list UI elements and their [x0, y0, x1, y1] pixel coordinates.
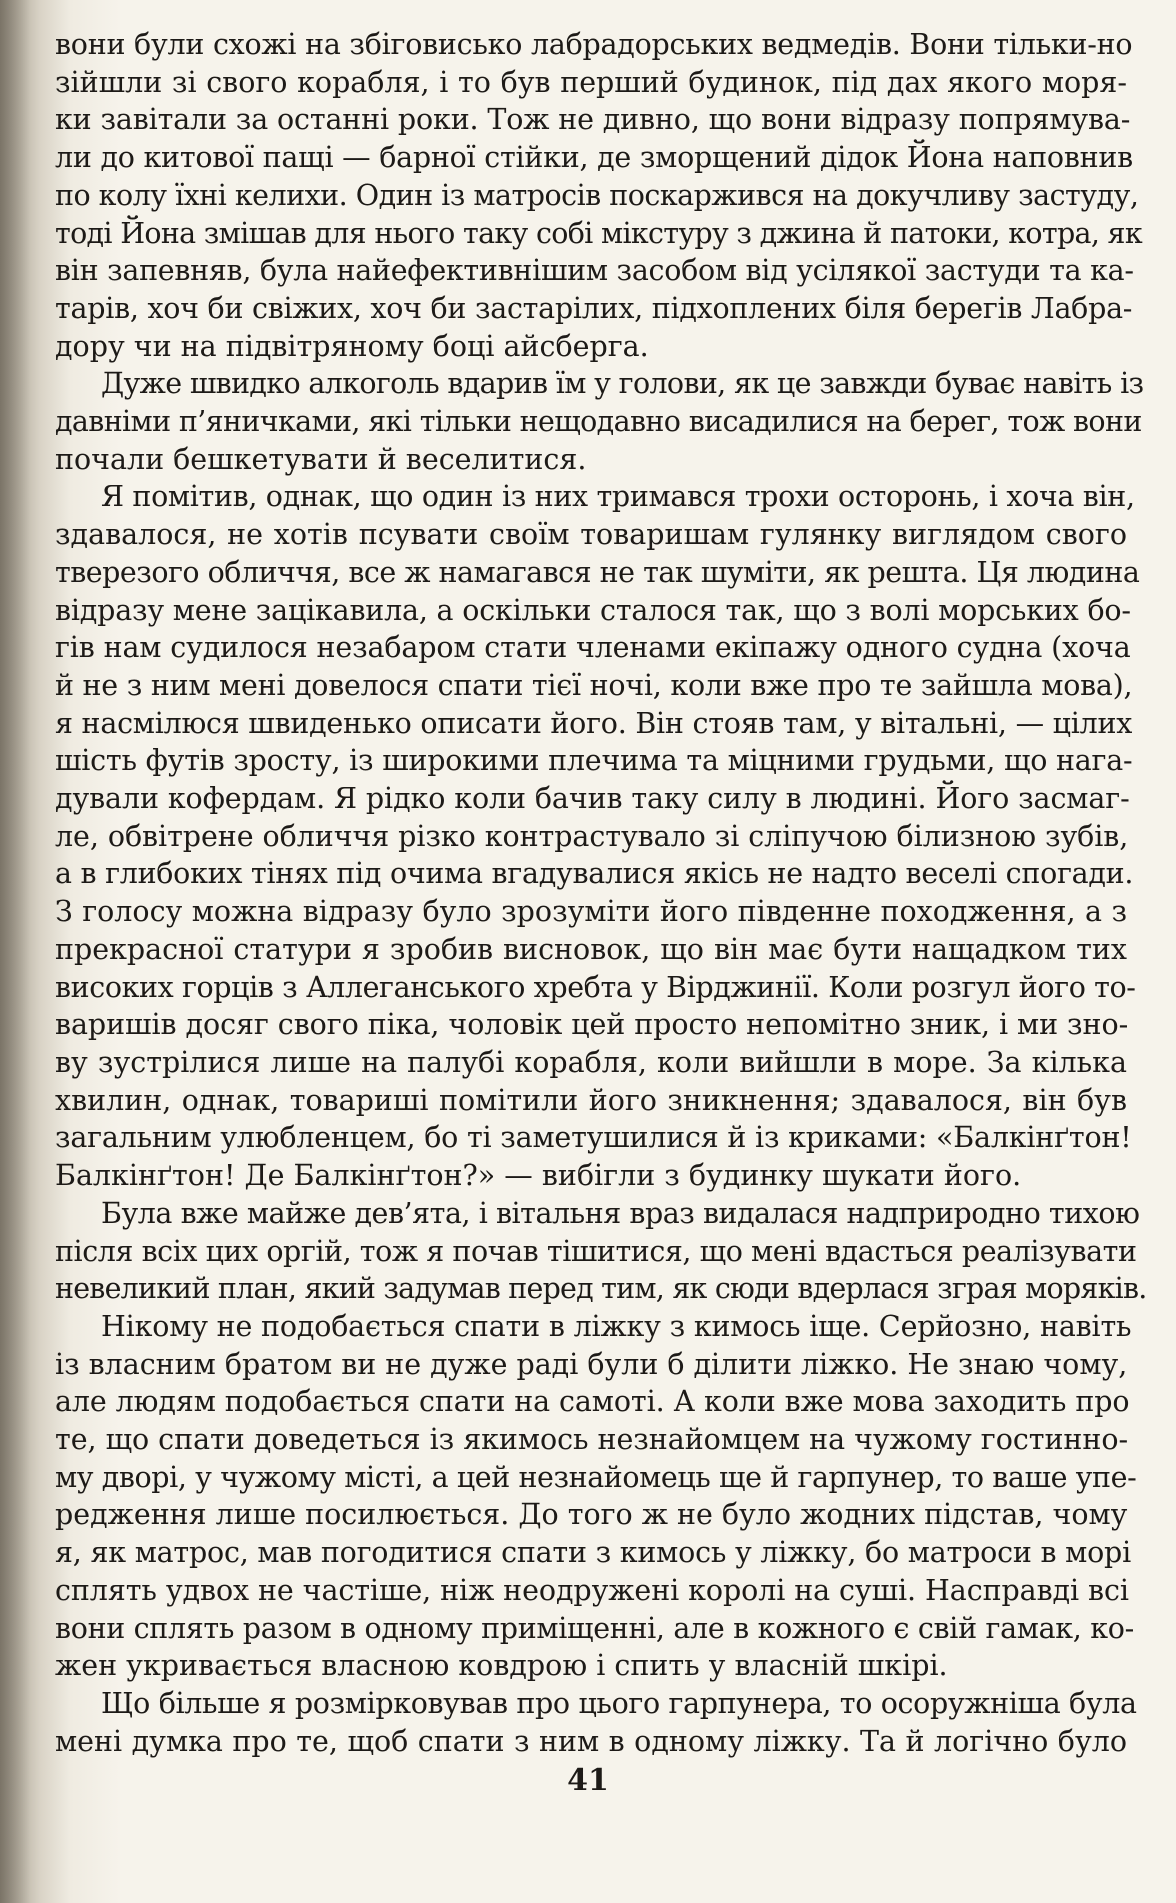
text-line: сплять удвох не частіше, ніж неодружені королі на суші. Насправді всі	[55, 1573, 1129, 1607]
text-line: ли до китової пащі — барної стійки, де зморщений дідок Йона наповнив	[55, 141, 1133, 175]
text-line: а в глибоких тінях під очима вгадувалися якісь не надто веселі спогади.	[55, 857, 1134, 891]
paragraph	[55, 1685, 1137, 1760]
paragraph	[55, 365, 1144, 478]
text-line: дували кофердам. Я рідко коли бачив таку силу в людині. Його засмаг-	[55, 782, 1130, 816]
text-line: давніми п’яничками, які тільки нещодавно висадилися на берег, тож вони	[55, 405, 1142, 439]
body-text	[55, 26, 1147, 1760]
text-line: хвилин, однак, товариші помітили його зникнення; здавалося, він був	[55, 1083, 1127, 1117]
text-line: Балкінґтон! Де Балкінґтон?» — вибігли з будинку шукати його.	[55, 1159, 1022, 1193]
text-line: вони сплять разом в одному приміщенні, але в кожного є свій гамак, ко-	[55, 1611, 1134, 1645]
text-line: й не з ним мені довелося спати тієї ночі, коли вже про те зайшла мова),	[55, 668, 1133, 702]
text-line: високих горців з Аллеганського хребта у Вірджинії. Коли розгул його то-	[55, 970, 1136, 1004]
text-line: Дуже швидко алкоголь вдарив їм у голови, як це завжди буває навіть із	[101, 367, 1144, 401]
text-line: здавалося, не хотів псувати своїм товаришам гулянку виглядом свого	[55, 518, 1127, 552]
text-line: ле, обвітрене обличчя різко контрастувало зі сліпучою білизною зубів,	[55, 819, 1129, 853]
text-line: ву зустрілися лише на палубі корабля, коли вийшли в море. За кілька	[55, 1045, 1127, 1079]
text-line: я, як матрос, мав погодитися спати з кимось у ліжку, бо матроси в морі	[55, 1536, 1131, 1570]
text-line: прекрасної статури я зробив висновок, що він має бути нащадком тих	[55, 932, 1127, 966]
text-line: я насмілюся швиденько описати його. Він стояв там, у вітальні, — цілих	[55, 706, 1133, 740]
text-line: після всіх цих оргій, тож я почав тішитися, що мені вдасться реалізувати	[55, 1234, 1137, 1268]
gutter-shadow	[0, 0, 30, 1903]
text-line: вони були схожі на збіговисько лабрадорських ведмедів. Вони тільки-но	[55, 28, 1133, 61]
text-line: гів нам судилося незабаром стати членами екіпажу одного судна (хоча	[55, 631, 1131, 665]
text-line: тоді Йона змішав для нього таку собі мікстуру з джина й патоки, котра, як	[55, 216, 1142, 250]
text-line: Я помітив, однак, що один із них тримався трохи осторонь, і хоча він,	[101, 480, 1135, 514]
paragraph	[55, 478, 1140, 1194]
text-line: він запевняв, була найефективнішим засобом від усілякої застуди та ка-	[55, 254, 1134, 288]
text-line: мені думка про те, щоб спати з ним в одному ліжку. Та й логічно було	[55, 1724, 1127, 1758]
text-line: зійшли зі свого корабля, і то був перший будинок, під дах якого моря-	[55, 65, 1127, 99]
paragraph	[55, 1308, 1137, 1685]
text-line: але людям подобається спати на самоті. А коли вже мова заходить про	[55, 1385, 1130, 1419]
text-line: дору чи на підвітряному боці айсберга.	[55, 329, 649, 363]
text-line: по колу їхні келихи. Один із матросів поскаржився на докучливу застуду,	[55, 178, 1139, 212]
text-line: Нікому не подобається спати в ліжку з кимось іще. Серйозно, навіть	[101, 1309, 1132, 1343]
text-line: загальним улюбленцем, бо ті заметушилися й із криками: «Балкінґтон!	[55, 1121, 1132, 1155]
text-line: відразу мене зацікавила, а оскільки сталося так, що з волі морських бо-	[55, 593, 1131, 627]
text-line: З голосу можна відразу було зрозуміти його південне походження, а з	[55, 895, 1127, 929]
paragraph	[55, 1195, 1147, 1308]
text-line: Що більше я розмірковував про цього гарпунера, то осоружніша була	[101, 1686, 1137, 1720]
text-line: шість футів зросту, із широкими плечима та міцними грудьми, що нага-	[55, 744, 1133, 778]
page-number: 41	[567, 1763, 609, 1798]
text-line: те, що спати доведеться із якимось незнайомцем на чужому гостинно-	[55, 1423, 1129, 1457]
text-line: невеликий план, який задумав перед тим, як сюди вдерлася зграя моряків.	[55, 1272, 1147, 1306]
text-line: тверезого обличчя, все ж намагався не так шуміти, як решта. Ця людина	[55, 555, 1140, 589]
text-line: почали бешкетувати й веселитися.	[55, 442, 587, 476]
text-line: му дворі, у чужому місті, а цей незнайомець ще й гарпунер, то ваше упе-	[55, 1460, 1137, 1494]
text-line: Була вже майже дев’ята, і вітальня враз видалася надприродно тихою	[101, 1196, 1140, 1230]
text-line: тарів, хоч би свіжих, хоч би застарілих, підхоплених біля берегів Лабра-	[55, 291, 1133, 325]
text-line: жен укривається власною ковдрою і спить у власній шкірі.	[55, 1649, 948, 1683]
text-line: редження лише посилюється. До того ж не було жодних підстав, чому	[55, 1498, 1128, 1532]
text-line: ки завітали за останні роки. Тож не дивно, що вони відразу попрямува-	[55, 103, 1131, 137]
paragraph	[55, 26, 1142, 365]
text-line: із власним братом ви не дуже раді були б ділити ліжко. Не знаю чому,	[55, 1347, 1128, 1381]
text-line: варишів досяг свого піка, чоловік цей просто непомітно зник, і ми зно-	[55, 1008, 1129, 1042]
